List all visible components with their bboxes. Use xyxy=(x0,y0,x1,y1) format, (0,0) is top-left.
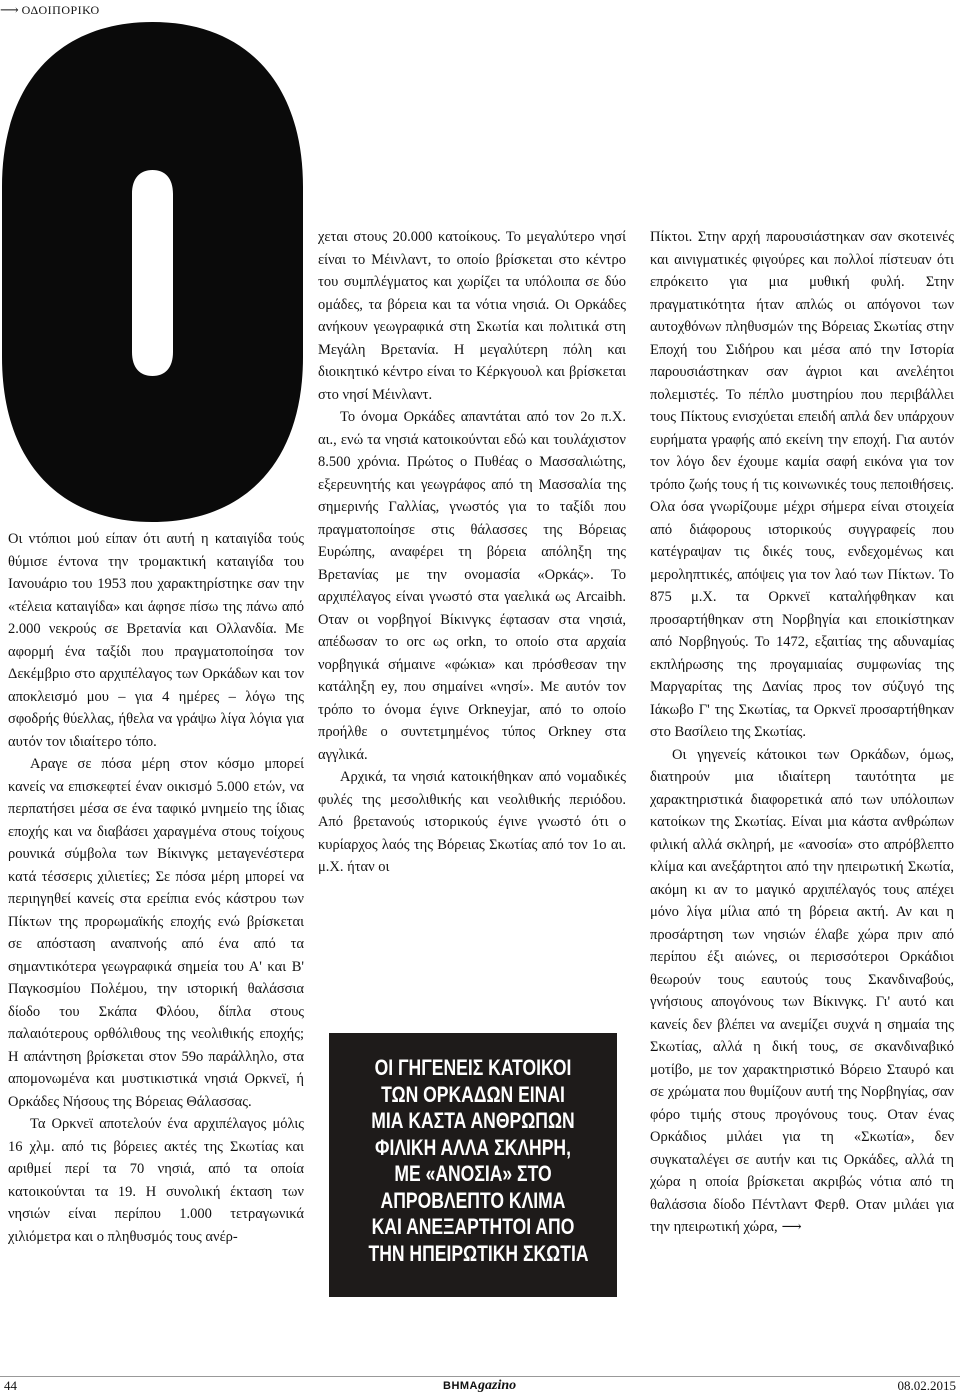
paragraph: Τα Ορκνεϊ αποτελούν ένα αρχιπέλαγος μόλις 16 χλμ. από τις βόρειες ακτές της Σκωτίας και αριθμεί περί τα 70 νησιά, από τα οποία κατοικούνται τα 19. Η συνολική έκταση των νησιών είναι περίπου 1.000 τετραγωνικά χιλιόμετρα και ο πληθυσμός τους ανέρ- xyxy=(8,1116,304,1245)
pull-quote-line: ΑΠΡΟΒΛΕΠΤΟ ΚΛΙΜΑ xyxy=(380,1187,566,1213)
paragraph-text: Οι γηγενείς κάτοικοι των Ορκάδων, όμως, διατηρούν μια ιδιαίτερη ταυτότητα με χαρακτηριστικά διαφορετικά από των υπόλοιπων κατοίκων της Σκωτίας. Είναι μια κάστα ανθρώπων φιλική αλλά σκληρή, με «ανοσία» στο απρόβλεπτο κλίμα και ανεξάρτητοι από την ηπειρωτική Σκωτία, ακόμη κι αν το μαγικό αρχιπέλαγός τους απέχει μόνο λίγα μίλια από τη βόρεια ακτή. Αν και η προσάρτηση των νησιών έλαβε χώρα πριν από περίπου έξι αιώνες, οι περισσότεροι Ορκάδιοι θεωρούν τους εαυτούς τους Σκανδιναβούς, γνήσιους απογόνους των Βίκινγκς. Γι' αυτό και κανείς δεν βλέπει να ανεμίζει συχνά η σημαία της Σκωτίας, αλλά η δική τους, σε σκανδιναβικό μοτίβο, με τον χαρακτηριστικό Βόρειο Σταυρό και σε χρώματα που θυμίζουν αυτή της Νορβηγίας, σαν φόρο τιμής στους προγόνους τους. Οταν ένας Ορκάδιος μιλάει για τη «Σκωτία», δεν συγκαταλέγει σε αυτήν και τις Ορκάδες, αλλά τη χώρα η οποία βρίσκεται ακριβώς νότια από τη θαλάσσια δίοδο Πέντλαντ Φερθ. Οταν μιλάει για την ηπειρωτική χώρα, xyxy=(650,746,954,1235)
pull-quote-line: ΟΙ ΓΗΓΕΝΕΙΣ ΚΑΤΟΙΚΟΙ xyxy=(374,1055,572,1080)
pull-quote-line: ΦΙΛΙΚΗ ΑΛΛΑ ΣΚΛΗΡΗ, xyxy=(375,1134,571,1160)
article-column-3 xyxy=(650,226,954,1240)
pull-quote-line: ΜΙΑ ΚΑΣΤΑ ΑΝΘΡΩΠΩΝ xyxy=(371,1108,575,1133)
article-column-2 xyxy=(318,226,626,879)
paragraph: Πίκτοι. Στην αρχή παρουσιάστηκαν σαν σκοτεινές και αινιγματικές φιγούρες και πολλοί πίστευαν ότι επρόκειτο για μια μυθική φυλή. Στην πραγματικότητα ήταν απλώς οι απόγονοι των αυτοχθόνων πληθυσμών της Βόρειας Σκωτίας στην Εποχή του Σιδήρου και μέσα από την Ιστορία παρουσιάστηκαν σαν άγριοι και ανελέητοι πολεμιστές. Το πέπλο μυστηρίου που περιβάλλει τους Πίκτους ενισχύεται επειδή απλά δεν υπάρχουν ευρήματα γραφής από εκείνη την εποχή. Για αυτόν τον λόγο δεν έχουμε καμία σαφή εικόνα για τον τρόπο ζωής τους ή τις κοινωνικές τους πεποιθήσεις. Ολα όσα γνωρίζουμε μέχρι σήμερα είναι στοιχεία από διάφορους ιστορικούς συγγραφείς που κατέγραψαν τις δικές τους, ενδεχομένως και μεροληπτικές, απόψεις για τον λαό των Πίκτων. Το 875 μ.Χ. τα Ορκνεϊ καταλήφθηκαν και προσαρτήθηκαν στη Νορβηγία και εποικίστηκαν από Νορβηγούς. Το 1472, εξαιτίας της αδυναμίας εκπλήρωσης της προγαμιαίας συμφωνίας της Μαργαρίτας της Δανίας προς τον σύζυγό της Ιάκωβο Γ' της Σκωτίας, τα Ορκνεϊ προσαρτήθηκαν στο Βασίλειο της Σκωτίας. xyxy=(650,229,954,740)
arrow-right-icon: ⟶ xyxy=(781,1220,802,1235)
paragraph: χεται στους 20.000 κατοίκους. Το μεγαλύτερο νησί είναι το Μέινλαντ, το οποίο βρίσκεται στο κέντρο του συμπλέγματος και χωρίζει τα υπόλοιπα σε δύο ομάδες, τα βόρεια και τα νότια νησιά. Οι Ορκάδες ανήκουν γεωγραφικά στη Σκωτία και πολιτικά στη Μεγάλη Βρετανία. Η μεγαλύτερη πόλη και διοικητικό κέντρο είναι το Κέρκγουολ και βρίσκεται στο νησί Μέινλαντ. xyxy=(318,229,626,403)
pull-quote-line: ΤΩΝ ΟΡΚΑΔΩΝ ΕΙΝΑΙ xyxy=(381,1081,565,1107)
drop-cap-letter xyxy=(0,22,305,522)
paragraph: Το όνομα Ορκάδες απαντάται από τον 2ο π.Χ. αι., ενώ τα νησιά κατοικούνται εδώ και τουλάχιστον 8.500 χρόνια. Πρώτος ο Πυθέας ο Μασσαλιώτης, εξερευνητής και γεωγράφος από τη Μασσαλία της σημερινής Γαλλίας, γνωστός για το ταξίδι που πραγματοποίησε στις θάλασσες της Βόρειας Ευρώπης, αναφέρει τη βόρεια απόληξη της Βρετανίας με την ονομασία «Ορκάς». Το αρχιπέλαγος είναι γνωστό στα γαελικά ως Arcaibh. Οταν οι νορβηγοί Βίκινγκς έφτασαν στα νησιά, απέδωσαν το orc ως orkn, το οποίο στα αρχαία νορβηγικά σήμαινε «φώκια» και πρόσθεσαν την κατάληξη ey, που σημαίνει «νησί». Με αυτόν τον τρόπο το όνομα έγινε Orkneyjar, από το οποίο προήλθε ο συντετμημένος τύπος Orkney στα αγγλικά. xyxy=(318,409,626,763)
section-header xyxy=(0,0,100,20)
pull-quote-line: ΚΑΙ ΑΝΕΞΑΡΤΗΤΟΙ ΑΠΟ xyxy=(371,1214,575,1239)
logo-part-2: gazino xyxy=(478,1378,517,1393)
arrow-right-icon: ⟶ xyxy=(0,2,19,17)
pull-quote xyxy=(329,1033,617,1297)
paragraph: Οι ντόπιοι μού είπαν ότι αυτή η καταιγίδα τούς θύμισε έντονα την τρομακτική καταιγίδα του Ιανουάριο του 1953 που χαρακτηρίστηκε σαν την «τέλεια καταιγίδα» και άφησε πίσω της πάνω από 2.000 νεκρούς σε Βρετανία και Ολλανδία. Με αφορμή ένα ταξίδι που πραγματοποίησα τον Δεκέμβριο στο αρχιπέλαγος των Ορκάδων και τον αποκλεισμό μου – για 4 ημέρες – λόγω της σφοδρής θύελλας, ήθελα να γράψω λίγα λόγια για αυτόν τον ιδιαίτερο τόπο. xyxy=(8,531,304,750)
page-number: 44 xyxy=(4,1378,17,1393)
paragraph xyxy=(650,744,954,1240)
section-label: ΟΔΟΙΠΟΡΙΚΟ xyxy=(21,3,100,17)
logo-part-1: ΒΗΜΑ xyxy=(443,1380,478,1392)
article-column-1 xyxy=(8,528,304,1248)
magazine-logo xyxy=(443,1377,516,1394)
paragraph: Αρχικά, τα νησιά κατοικήθηκαν από νομαδικές φυλές της μεσολιθικής και νεολιθικής περιόδου. Από βρετανούς ιστορικούς έγινε γνωστό ότι ο κυρίαρχος λαός της Βόρειας Σκωτίας από τον 1ο αι. μ.Χ. ήταν οι xyxy=(318,769,626,875)
paragraph: Αραγε σε πόσα μέρη στον κόσμο μπορεί κανείς να επισκεφτεί έναν οικισμό 5.000 ετών, να περπατήσει μέσα σε ένα ταφικό μνημείο της ίδιας εποχής και να διαβάσει χαραγμένα στους τοίχους ρουνικά σύμβολα των Βίκινγκς μεταγενέστερα κατά τέσσερις χιλιετίες; Σε πόσα μέρη μπορεί να περιηγηθεί κανείς στα ερείπια ενός κάστρου των Πίκτων της προρωμαϊκής εποχής ενώ βρίσκεται σε απόσταση αναπνοής από ένα από τα σημαντικότερα γεωγραφικά σημεία του Α' και Β' Παγκοσμίου Πολέμου, την ιστορική θαλάσσια δίοδο του Σκάπα Φλόου, δίπλα στους παλαιότερους ορθόλιθους της νεολιθικής εποχής; Η απάντηση βρίσκεται στον 59ο παράλληλο, στα απομονωμένα και μυστικιστικά νησιά Ορκνεϊ, ή Ορκάδες Νήσους της Βόρειας Θάλασσας. xyxy=(8,756,304,1110)
pull-quote-line: ΜΕ «ΑΝΟΣΙΑ» ΣΤΟ xyxy=(394,1161,552,1186)
issue-date: 08.02.2015 xyxy=(897,1378,956,1393)
pull-quote-line: ΤΗΝ ΗΠΕΙΡΩΤΙΚΗ ΣΚΩΤΙΑ xyxy=(368,1240,589,1266)
